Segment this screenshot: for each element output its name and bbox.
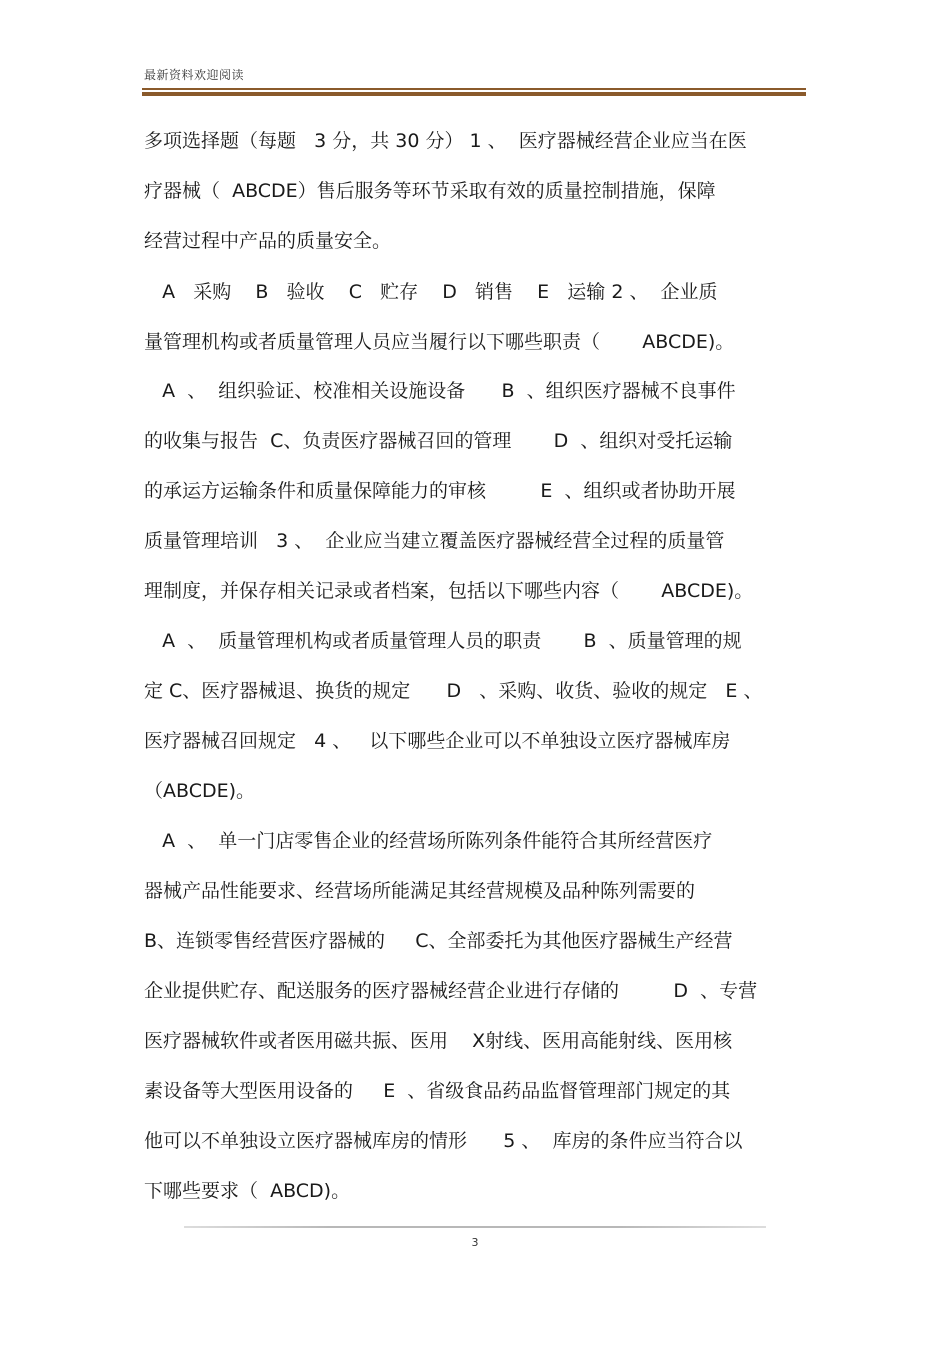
body-line: （ABCDE)。 [144, 780, 256, 802]
body-line: 医疗器械召回规定 4 、 以下哪些企业可以不单独设立医疗器械库房 [144, 730, 731, 752]
header-rule-thick [142, 92, 806, 96]
body-line: 疗器械（ ABCDE）售后服务等环节采取有效的质量控制措施，保障 [144, 180, 716, 202]
body-line: A 、 质量管理机构或者质量管理人员的职责 B 、质量管理的规 [144, 630, 742, 652]
body-line: A 采购 B 验收 C 贮存 D 销售 E 运输 2 、 企业质 [144, 281, 718, 303]
header-rule-thin [142, 88, 806, 90]
body-line: 量管理机构或者质量管理人员应当履行以下哪些职责（ ABCDE)。 [144, 331, 735, 353]
body-line: 经营过程中产品的质量安全。 [144, 230, 392, 252]
body-line: B、连锁零售经营医疗器械的 C、全部委托为其他医疗器械生产经营 [144, 930, 733, 952]
body-line: A 、 组织验证、校准相关设施设备 B 、组织医疗器械不良事件 [144, 380, 736, 402]
body-line: 素设备等大型医用设备的 E 、省级食品药品监督管理部门规定的其 [144, 1080, 731, 1102]
body-line: A 、 单一门店零售企业的经营场所陈列条件能符合其所经营医疗 [144, 830, 713, 852]
body-line: 的承运方运输条件和质量保障能力的审核 E 、组织或者协助开展 [144, 480, 736, 502]
body-line: 定 C、医疗器械退、换货的规定 D 、采购、收货、验收的规定 E 、 [144, 680, 763, 702]
body-line: 企业提供贮存、配送服务的医疗器械经营企业进行存储的 D 、专营 [144, 980, 758, 1002]
body-line: 的收集与报告 C、负责医疗器械召回的管理 D 、组织对受托运输 [144, 430, 733, 452]
body-line: 他可以不单独设立医疗器械库房的情形 5 、 库房的条件应当符合以 [144, 1130, 743, 1152]
running-header: 最新资料欢迎阅读 [144, 68, 245, 82]
body-line: 质量管理培训 3 、 企业应当建立覆盖医疗器械经营全过程的质量管 [144, 530, 725, 552]
body-line: 多项选择题（每题 3 分，共 30 分） 1 、 医疗器械经营企业应当在医 [144, 130, 747, 152]
footer-rule [184, 1226, 766, 1228]
page-number: 3 [471, 1236, 479, 1249]
body-line: 医疗器械软件或者医用磁共振、医用 X射线、医用高能射线、医用核 [144, 1030, 733, 1052]
body-line: 理制度，并保存相关记录或者档案，包括以下哪些内容（ ABCDE)。 [144, 580, 754, 602]
body-line: 下哪些要求（ ABCD)。 [144, 1180, 351, 1202]
body-line: 器械产品性能要求、经营场所能满足其经营规模及品种陈列需要的 [144, 880, 696, 902]
